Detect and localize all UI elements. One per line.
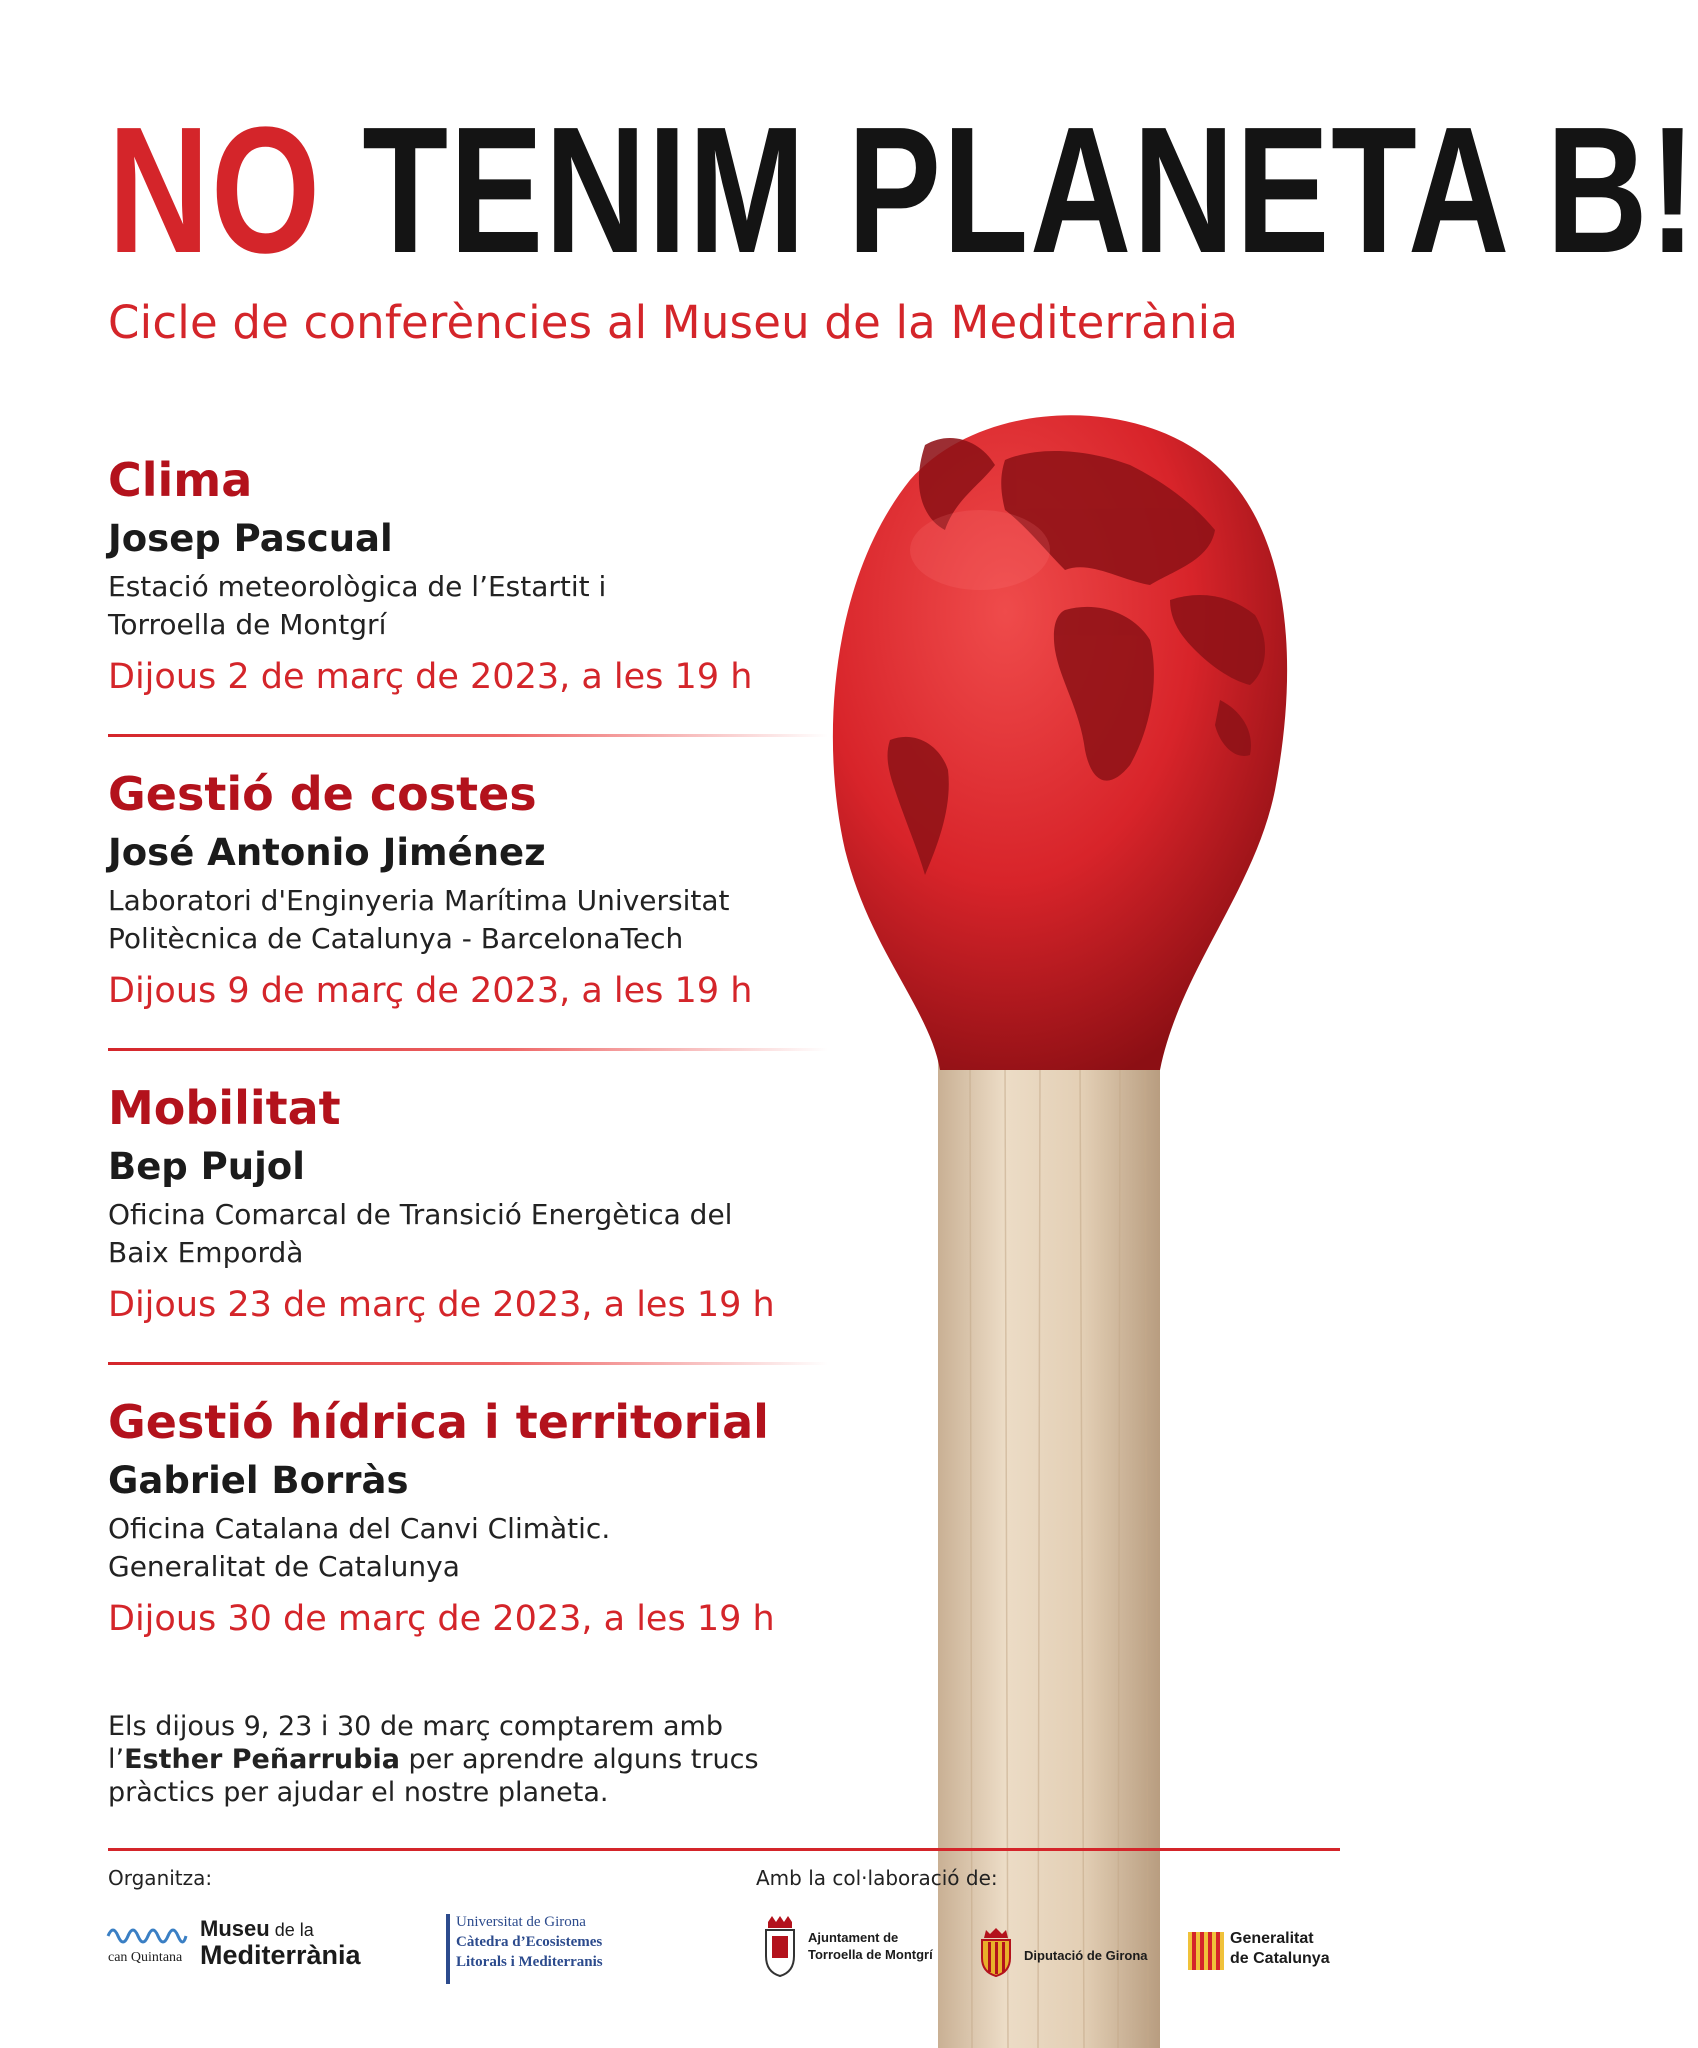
talk-costes <box>108 766 828 1014</box>
note-line: Els dijous 9, 23 i 30 de març comptarem amb <box>108 1711 723 1742</box>
coat-of-arms-icon <box>762 1916 798 1976</box>
talk-topic: Gestió de costes <box>108 767 537 821</box>
generalitat-line1: Generalitat <box>1230 1930 1314 1947</box>
ajuntament-line2: Torroella de Montgrí <box>808 1947 933 1962</box>
talk-topic: Clima <box>108 453 253 507</box>
head-highlight <box>910 510 1050 590</box>
separator-line <box>108 734 828 737</box>
talk-affiliation <box>108 1196 828 1272</box>
note-suffix: per aprendre alguns trucs <box>399 1744 759 1775</box>
affiliation-line: Laboratori d'Enginyeria Marítima Universitat <box>108 884 730 917</box>
talk-hidrica <box>108 1394 828 1642</box>
poster-subtitle: Cicle de conferències al Museu de la Mediterrània <box>108 296 1239 349</box>
diputacio-girona-logo <box>978 1928 1158 1978</box>
talk-speaker: Bep Pujol <box>108 1145 305 1188</box>
affiliation-line: Oficina Catalana del Canvi Climàtic. <box>108 1512 611 1545</box>
museu-mediterrania-logo <box>108 1916 418 1976</box>
talk-date: Dijous 2 de març de 2023, a les 19 h <box>108 657 753 697</box>
note-prefix: l’ <box>108 1744 125 1775</box>
museu-wordmark <box>200 1916 314 1942</box>
talk-clima <box>108 452 828 700</box>
de-la-word: de la <box>274 1920 314 1940</box>
generalitat-line2: de Catalunya <box>1230 1950 1330 1967</box>
udg-catedra-logo <box>446 1914 646 1984</box>
affiliation-line: Politècnica de Catalunya - BarcelonaTech <box>108 922 684 955</box>
talk-affiliation <box>108 882 828 958</box>
title-planeta-text: PLANETA <box>847 90 1506 291</box>
affiliation-line: Estació meteorològica de l’Estartit i <box>108 570 607 603</box>
affiliation-line: Baix Empordà <box>108 1236 304 1269</box>
note-guest-name: Esther Peñarrubia <box>124 1744 400 1775</box>
collaborators-label: Amb la col·laboració de: <box>756 1866 998 1890</box>
poster-title <box>108 90 1698 291</box>
title-word-planeta <box>847 90 1505 291</box>
talk-topic: Mobilitat <box>108 1081 341 1135</box>
ajuntament-line1: Ajuntament de <box>808 1930 899 1945</box>
talk-date: Dijous 23 de març de 2023, a les 19 h <box>108 1285 775 1325</box>
talk-affiliation <box>108 1510 828 1586</box>
title-word-tenim: TENIM <box>362 90 807 291</box>
note-line: pràctics per ajudar el nostre planeta. <box>108 1777 609 1808</box>
affiliation-line: Torroella de Montgrí <box>108 608 387 641</box>
museu-word: Museu <box>200 1916 270 1941</box>
workshop-note <box>108 1710 768 1809</box>
generalitat-logo <box>1188 1930 1338 1974</box>
wave-icon <box>108 1922 186 1946</box>
udg-name: Universitat de Girona <box>456 1914 586 1930</box>
separator-line <box>108 1362 828 1365</box>
mediterrania-word: Mediterrània <box>200 1940 361 1970</box>
udg-bar <box>446 1914 450 1984</box>
affiliation-line: Generalitat de Catalunya <box>108 1550 460 1583</box>
can-quintana-text: can Quintana <box>108 1950 183 1965</box>
title-word-no: NO <box>108 90 322 291</box>
talk-speaker: Josep Pascual <box>108 517 393 560</box>
separator-line <box>108 1048 828 1051</box>
talk-mobilitat <box>108 1080 828 1328</box>
ajuntament-torroella-logo <box>762 1916 952 1980</box>
footer-divider <box>108 1848 1340 1851</box>
talk-speaker: Gabriel Borràs <box>108 1459 409 1502</box>
talk-affiliation <box>108 568 828 644</box>
organizer-label: Organitza: <box>108 1866 213 1890</box>
match-globe-illustration <box>830 410 1350 2048</box>
title-word-b: B! <box>1546 90 1698 291</box>
senyera-icon <box>1188 1932 1224 1970</box>
talk-speaker: José Antonio Jiménez <box>108 831 546 874</box>
talk-topic: Gestió hídrica i territorial <box>108 1395 769 1449</box>
talk-date: Dijous 30 de març de 2023, a les 19 h <box>108 1599 775 1639</box>
diputacio-name: Diputació de Girona <box>1024 1948 1148 1963</box>
talk-date: Dijous 9 de març de 2023, a les 19 h <box>108 971 753 1011</box>
diputacio-shield-icon <box>978 1928 1014 1976</box>
affiliation-line: Oficina Comarcal de Transició Energètica del <box>108 1198 733 1231</box>
catedra-line2: Litorals i Mediterranis <box>456 1954 603 1970</box>
catedra-line1: Càtedra d’Ecosistemes <box>456 1934 603 1950</box>
